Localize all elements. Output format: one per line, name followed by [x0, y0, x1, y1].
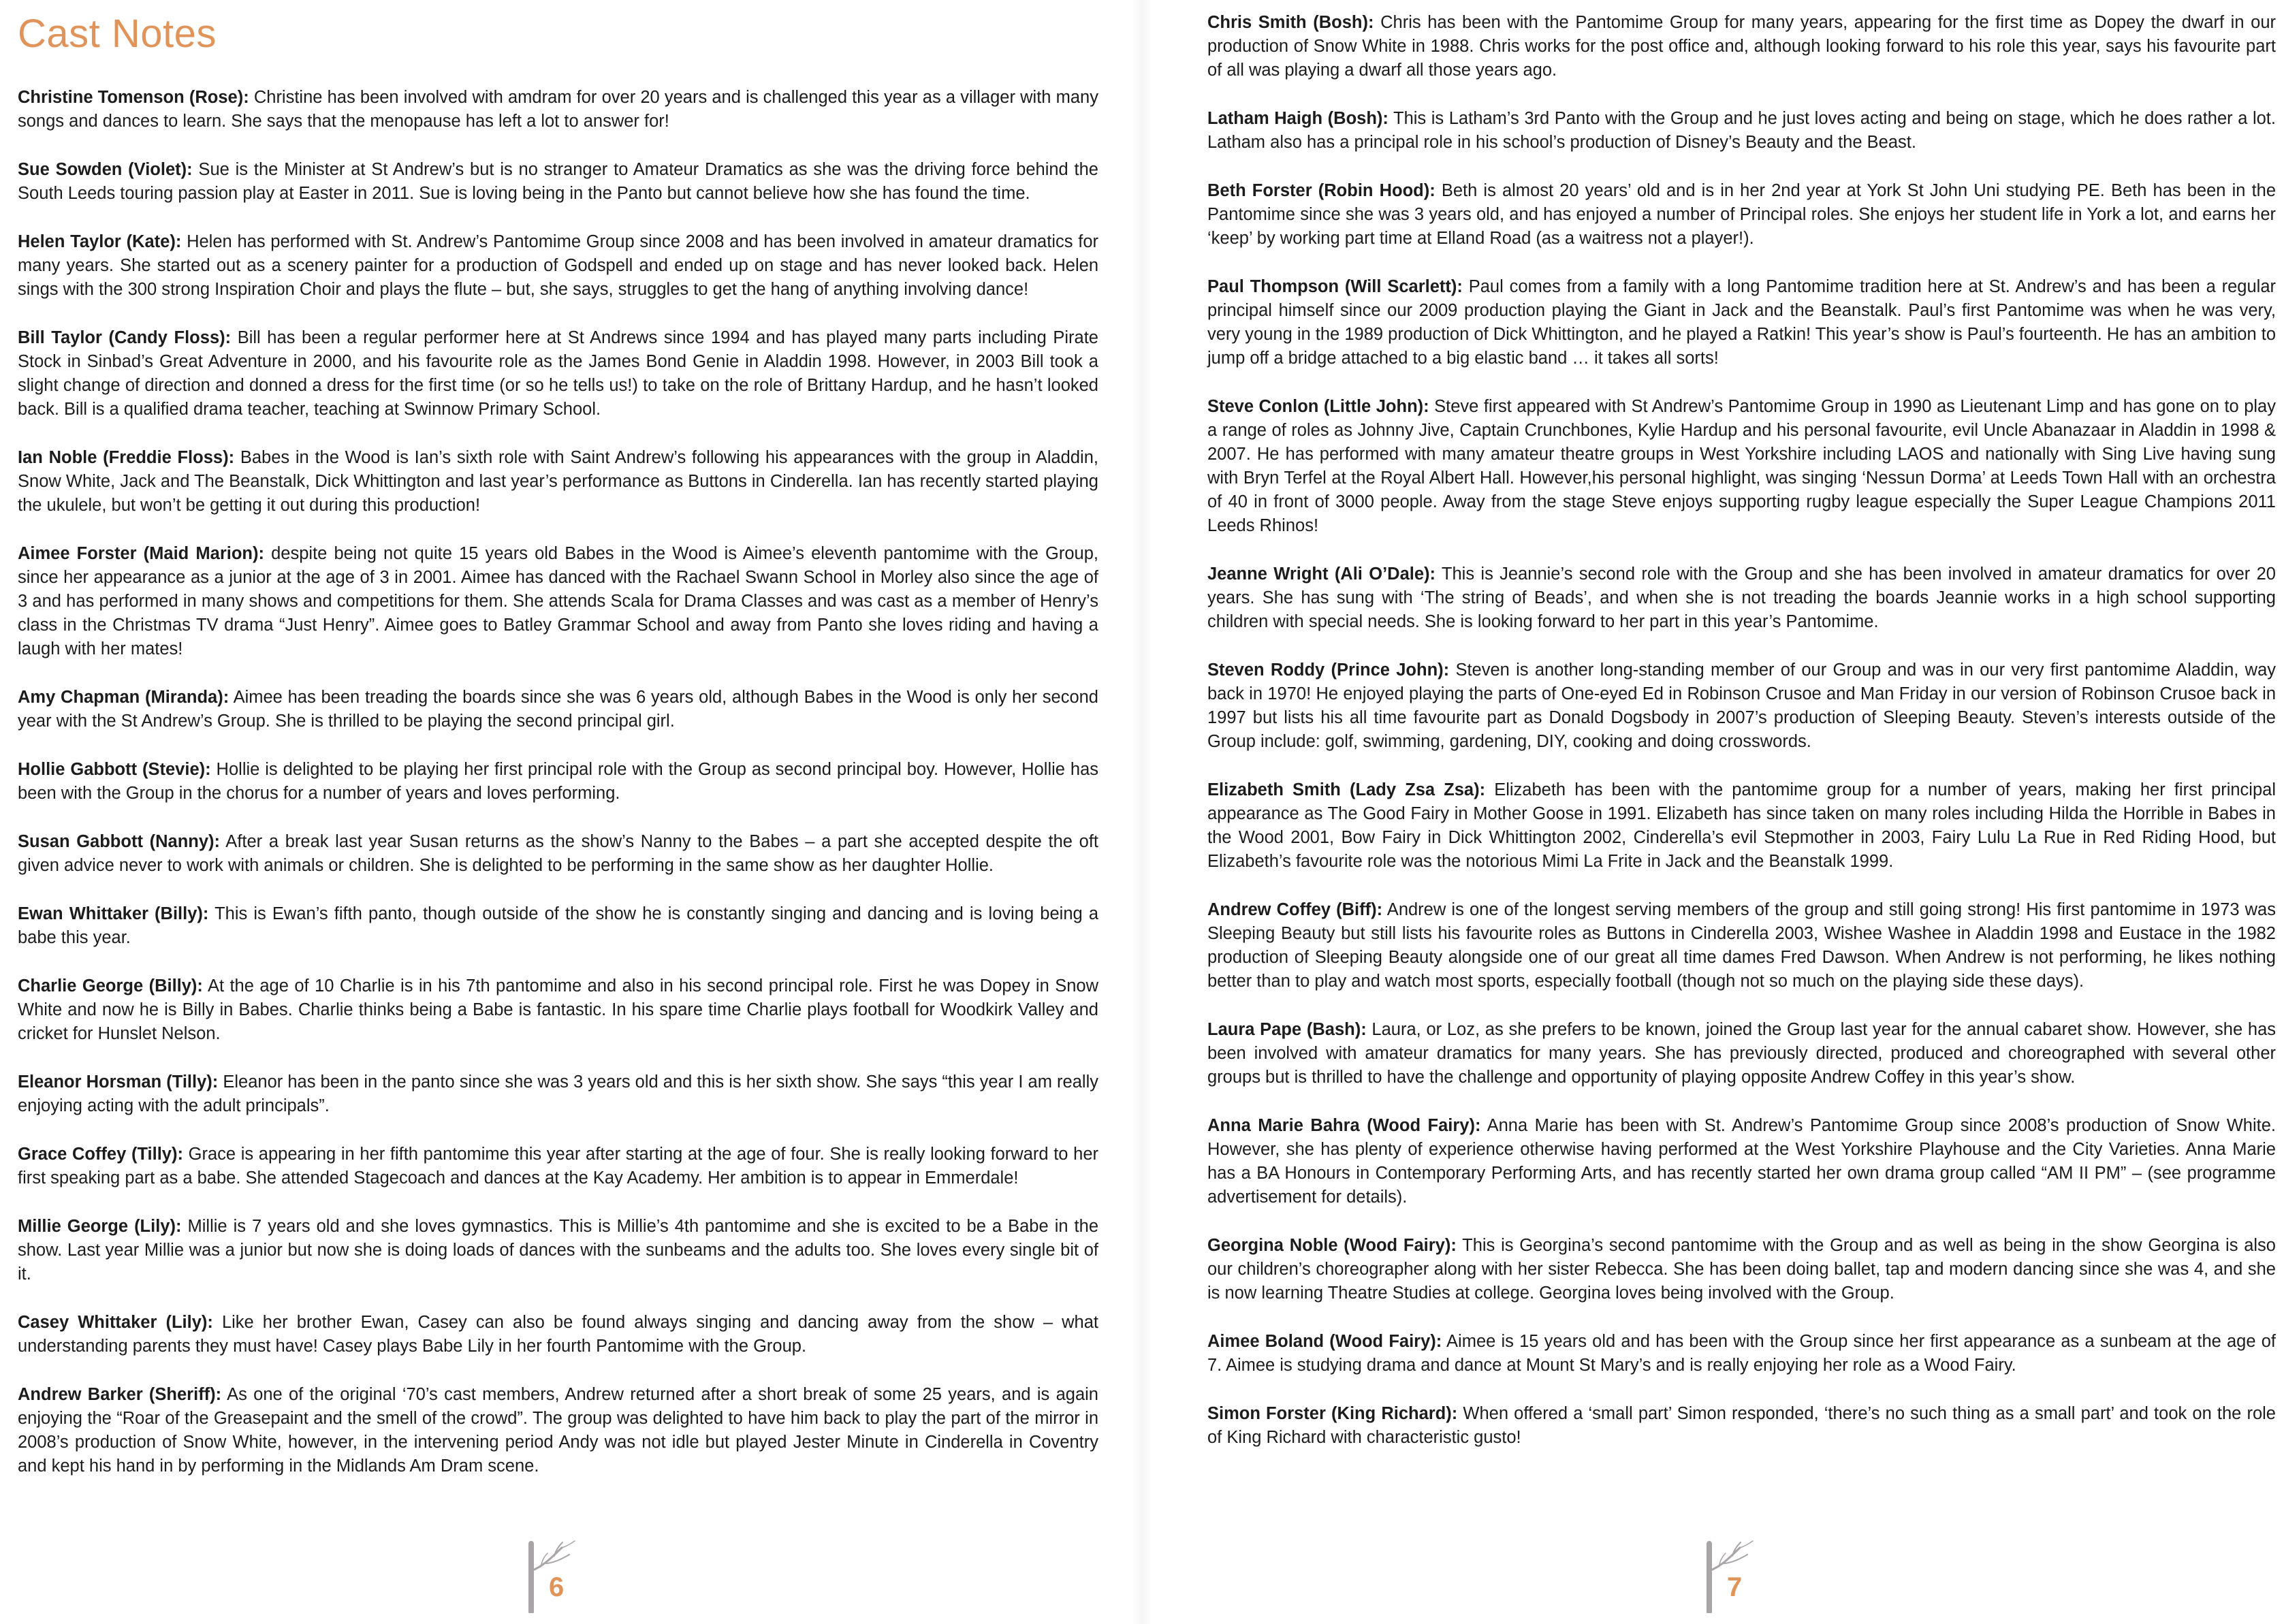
cast-member-name: Amy Chapman (Miranda):	[18, 688, 229, 707]
cast-member-name: Paul Thompson (Will Scarlett):	[1207, 277, 1463, 296]
cast-member-bio: When offered a ‘small part’ Simon responded, ‘there’s no such thing as a small part’ and took on the role of King Richard with characteristic gusto!	[1207, 1404, 2276, 1447]
cast-note	[1207, 395, 2276, 538]
cast-member-name: Andrew Coffey (Biff):	[1207, 900, 1383, 919]
cast-member-name: Casey Whittaker (Lily):	[18, 1313, 213, 1332]
cast-member-bio: Eleanor has been in the panto since she was 3 years old and this is her sixth show. She says “this year I am really enjoying acting with the adult principals”.	[18, 1072, 1098, 1115]
cast-member-name: Anna Marie Bahra (Wood Fairy):	[1207, 1116, 1481, 1135]
cast-notes-list	[18, 86, 1098, 1478]
cast-member-bio: Babes in the Wood is Ian’s sixth role with Saint Andrew’s following his appearances with the group in Aladdin, Snow White, Jack and The Beanstalk, Dick Whittington and last year’s performance as Buttons in Cinderella. Ian has recently started playing the ukulele, but won’t be getting it out during this production!	[18, 448, 1098, 515]
cast-note	[18, 1311, 1098, 1358]
cast-member-name: Ian Noble (Freddie Floss):	[18, 448, 235, 467]
cast-note	[18, 542, 1098, 661]
cast-member-bio: This is Latham’s 3rd Panto with the Group and he just loves acting and being on stage, which he does rather a lot. Latham also has a principal role in his school’s production of Disney’s Beauty and the Beast.	[1207, 109, 2276, 152]
cast-member-bio: Christine has been involved with amdram for over 20 years and is challenged this year as a villager with many songs and dances to learn. She says that the menopause has left a lot to answer for!	[18, 88, 1098, 131]
cast-member-bio: After a break last year Susan returns as the show’s Nanny to the Babes – a part she accepted despite the oft given advice never to work with animals or children. She is delighted to be performing in the same show as her daughter Hollie.	[18, 832, 1098, 875]
cast-notes-list	[1207, 11, 2276, 1450]
cast-member-name: Steven Roddy (Prince John):	[1207, 660, 1450, 680]
cast-member-bio: This is Jeannie’s second role with the Group and she has been involved in amateur dramatics for over 20 years. She has sung with ‘The string of Beads’, and when she is not treading the boards Jeannie works in a high school supporting children with special needs. She is looking forward to her part in this year’s Pantomime.	[1207, 564, 2276, 631]
cast-member-bio: Hollie is delighted to be playing her first principal role with the Group as second principal boy. However, Hollie has been with the Group in the chorus for a number of years and loves performing.	[18, 760, 1099, 803]
cast-member-name: Helen Taylor (Kate):	[18, 232, 182, 251]
cast-member-name: Laura Pape (Bash):	[1207, 1020, 1367, 1039]
cast-note	[1207, 107, 2276, 155]
cast-note	[18, 902, 1098, 950]
cast-note	[18, 326, 1098, 421]
cast-note	[1207, 778, 2276, 874]
cast-member-bio: Steven is another long-standing member of our Group and was in our very first pantomime Aladdin, way back in 1970! He enjoyed playing the parts of One-eyed Ed in Robinson Crusoe and Man Friday in our version of Robinson Crusoe back in 1997 but lists his all time favourite part as Donald Dogsbody in 2007’s production of Sleeping Beauty. Steven’s interests outside of the Group include: golf, swimming, gardening, DIY, cooking and doing crosswords.	[1207, 660, 2277, 751]
cast-member-name: Andrew Barker (Sheriff):	[18, 1385, 222, 1404]
cast-member-bio: Andrew is one of the longest serving members of the group and still going strong! His first pantomime in 1973 was Sleeping Beauty but still lists his favourite roles as Buttons in Cinderella 2003, Wishee Washee in Aladdin 1998 and Eustace in the 1982 production of Sleeping Beauty alongside one of our great all time dames Fred Dawson. When Andrew is not performing, he likes nothing better than to play and watch most sports, especially football (though not so much on the playing side these days).	[1207, 900, 2276, 991]
cast-note	[1207, 562, 2276, 634]
cast-member-name: Millie George (Lily):	[18, 1217, 182, 1236]
cast-member-bio: Aimee has been treading the boards since she was 6 years old, although Babes in the Wood is only her second year with the St Andrew’s Group. She is thrilled to be playing the second principal girl.	[18, 688, 1098, 731]
cast-member-name: Elizabeth Smith (Lady Zsa Zsa):	[1207, 780, 1486, 799]
cast-member-bio: Steve first appeared with St Andrew’s Pantomime Group in 1990 as Lieutenant Limp and has gone on to play a range of roles as Johnny Jive, Captain Crunchbones, Kylie Hardup and his personal favourite, evil Uncle Abanazaar in Aladdin in 1998 & 2007. He has performed with many amateur theatre groups in West Yorkshire including LAOS and nationally with Sing Live having sung with Bryn Terfel at the Royal Albert Hall. However,his personal highlight, was singing ‘Nessun Dorma’ at Leeds Town Hall with an orchestra of 40 in front of 3000 people. Away from the stage Steve enjoys supporting rugby league especially the Super League Champions 2011 Leeds Rhinos!	[1207, 397, 2276, 535]
cast-note	[18, 158, 1098, 206]
cast-note	[1207, 1234, 2276, 1305]
cast-member-bio: This is Georgina’s second pantomime with the Group and as well as being in the show Georgina is also our children’s choreographer along with her sister Rebecca. She has been doing ballet, tap and modern dancing since she was 4, and she is now learning Theatre Studies at college. Georgina loves being involved with the Group.	[1207, 1236, 2276, 1303]
cast-note	[18, 230, 1098, 302]
cast-note	[1207, 1114, 2276, 1209]
cast-member-name: Steve Conlon (Little John):	[1207, 397, 1429, 416]
cast-member-bio: As one of the original ‘70’s cast members, Andrew returned after a short break of some 25 years, and is again enjoying the “Roar of the Greasepaint and the smell of the crowd”. The group was delighted to have him back to play the part of the mirror in 2008’s production of Snow White, however, in the intervening period Andy was not idle but played Jester Minute in Cinderella in Coventry and kept his hand in by performing in the Midlands Am Dram scene.	[18, 1385, 1098, 1476]
cast-member-bio: Elizabeth has been with the pantomime group for a number of years, making her first principal appearance as The Good Fairy in Mother Goose in 1991. Elizabeth has since taken on many roles including Hilda the Horrible in Babes in the Wood 2001, Bow Fairy in Dick Whittington 2002, Cinderella’s evil Stepmother in 2003, Fairy Lulu La Rue in Red Riding Hood, but Elizabeth’s favourite role was the notorious Mimi La Frite in Jack and the Beanstalk 1999.	[1207, 780, 2276, 871]
cast-member-bio: This is Ewan’s fifth panto, though outside of the show he is constantly singing and dancing and is loving being a babe this year.	[18, 904, 1099, 947]
cast-note	[1207, 179, 2276, 251]
cast-member-name: Beth Forster (Robin Hood):	[1207, 181, 1436, 200]
cast-member-bio: Laura, or Loz, as she prefers to be known, joined the Group last year for the annual cabaret show. However, she has been involved with amateur dramatics for many years. She has previously directed, produced and choreographed with several other groups but is thrilled to have the challenge and opportunity of playing opposite Andrew Coffey in this year’s show.	[1207, 1020, 2277, 1087]
cast-member-name: Ewan Whittaker (Billy):	[18, 904, 209, 923]
cast-member-bio: Like her brother Ewan, Casey can also be found always singing and dancing away from the show – what understanding parents they must have! Casey plays Babe Lily in her fourth Pantomime with the Group.	[18, 1313, 1098, 1356]
cast-note	[18, 686, 1098, 733]
page-number: 6	[549, 1572, 565, 1602]
cast-member-name: Latham Haigh (Bosh):	[1207, 109, 1389, 128]
cast-member-name: Chris Smith (Bosh):	[1207, 13, 1374, 32]
cast-member-bio: Anna Marie has been with St. Andrew’s Pantomime Group since 2008’s production of Snow White. However, she has plenty of experience otherwise having performed at the West Yorkshire Playhouse and the City Varieties. Anna Marie has a BA Honours in Contemporary Performing Arts, and has recently started her own drama group called “AM II PM” – (see programme advertisement for details).	[1207, 1116, 2276, 1207]
cast-note	[1207, 275, 2276, 370]
cast-member-bio: Beth is almost 20 years’ old and is in her 2nd year at York St John Uni studying PE. Beth has been in the Pantomime since she was 3 years old, and has enjoyed a number of Principal roles. She enjoys her student life in York a lot, and earns her ‘keep’ by working part time at Elland Road (as a waitress not a player!).	[1207, 181, 2277, 248]
cast-member-name: Aimee Boland (Wood Fairy):	[1207, 1332, 1442, 1351]
cast-member-name: Susan Gabbott (Nanny):	[18, 832, 221, 851]
cast-member-bio: Paul comes from a family with a long Pantomime tradition here at St. Andrew’s and has been a regular principal himself since our 2009 production playing the Giant in Jack and the Beanstalk. Paul’s first Pantomime was when he was very, very young in the 1989 production of Dick Whittington, and he played a Ratkin! This year’s show is Paul’s fourteenth. He has an ambition to jump off a bridge attached to a big elastic band … it takes all sorts!	[1207, 277, 2276, 368]
cast-member-bio: despite being not quite 15 years old Babes in the Wood is Aimee’s eleventh pantomime with the Group, since her appearance as a junior at the age of 3 in 2001. Aimee has danced with the Rachael Swann School in Morley also since the age of 3 and has performed in many shows and competitions for them. She attends Scala for Drama Classes and was cast as a member of Henry’s class in the Christmas TV drama “Just Henry”. Aimee goes to Batley Grammar School and away from Panto she loves riding and having a laugh with her mates!	[18, 544, 1099, 658]
page-footer	[524, 1538, 620, 1613]
right-page	[1142, 0, 2284, 1624]
cast-member-name: Sue Sowden (Violet):	[18, 160, 193, 179]
cast-member-name: Aimee Forster (Maid Marion):	[18, 544, 264, 563]
cast-note	[18, 1383, 1098, 1478]
cast-member-name: Georgina Noble (Wood Fairy):	[1207, 1236, 1457, 1255]
cast-member-name: Jeanne Wright (Ali O’Dale):	[1207, 564, 1436, 584]
cast-note	[1207, 1018, 2276, 1089]
cast-member-bio: Grace is appearing in her fifth pantomime this year after starting at the age of four. She is really looking forward to her first speaking part as a babe. She attended Stagecoach and dances at the Kay Academy. Her ambition is to appear in Emmerdale!	[18, 1145, 1098, 1188]
cast-member-bio: Sue is the Minister at St Andrew’s but is no stranger to Amateur Dramatics as she was the driving force behind the South Leeds touring passion play at Easter in 2011. Sue is loving being in the Panto but cannot believe how she has found the time.	[18, 160, 1098, 203]
cast-member-bio: Aimee is 15 years old and has been with the Group since her first appearance as a sunbeam at the age of 7. Aimee is studying drama and dance at Mount St Mary’s and is really enjoying her role as a Wood Fairy.	[1207, 1332, 2276, 1375]
page-title: Cast Notes	[18, 12, 217, 56]
cast-note	[1207, 898, 2276, 993]
cast-member-name: Christine Tomenson (Rose):	[18, 88, 249, 107]
cast-note	[18, 830, 1098, 878]
cast-note	[1207, 658, 2276, 754]
cast-member-name: Grace Coffey (Tilly):	[18, 1145, 183, 1164]
cast-member-bio: At the age of 10 Charlie is in his 7th pantomime and also in his second principal role. First he was Dopey in Snow White and now he is Billy in Babes. Charlie thinks being a Babe is fantastic. In his spare time Charlie plays football for Woodkirk Valley and cricket for Hunslet Nelson.	[18, 976, 1098, 1043]
cast-member-bio: Chris has been with the Pantomime Group for many years, appearing for the first time as Dopey the dwarf in our production of Snow White in 1988. Chris works for the post office and, although looking forward to his role this year, says his favourite part of all was playing a dwarf all those years ago.	[1207, 13, 2276, 80]
cast-member-bio: Millie is 7 years old and she loves gymnastics. This is Millie’s 4th pantomime and she is excited to be a Babe in the show. Last year Millie was a junior but now she is doing loads of dances with the sunbeams and the adults too. She loves every single bit of it.	[18, 1217, 1098, 1284]
cast-member-name: Bill Taylor (Candy Floss):	[18, 328, 232, 347]
page-footer	[1702, 1538, 1798, 1613]
cast-note	[18, 1070, 1098, 1118]
cast-note	[18, 446, 1098, 518]
cast-note	[1207, 11, 2276, 82]
page-number: 7	[1727, 1572, 1743, 1602]
cast-member-name: Hollie Gabbott (Stevie):	[18, 760, 211, 779]
cast-member-bio: Helen has performed with St. Andrew’s Pantomime Group since 2008 and has been involved in amateur dramatics for many years. She started out as a scenery painter for a production of Godspell and ended up on stage and has never looked back. Helen sings with the 300 strong Inspiration Choir and plays the flute – but, she says, struggles to get the hang of anything involving dance!	[18, 232, 1098, 299]
cast-note	[1207, 1402, 2276, 1450]
cast-member-bio: Bill has been a regular performer here at St Andrews since 1994 and has played many parts including Pirate Stock in Sinbad’s Great Adventure in 2000, and his favourite role as the James Bond Genie in Aladdin 1998. However, in 2003 Bill took a slight change of direction and donned a dress for the first time (or so he tells us!) to take on the role of Brittany Hardup, and he hasn’t looked back. Bill is a qualified drama teacher, teaching at Swinnow Primary School.	[18, 328, 1098, 419]
cast-member-name: Simon Forster (King Richard):	[1207, 1404, 1458, 1423]
cast-note	[18, 974, 1098, 1046]
cast-note	[1207, 1330, 2276, 1378]
cast-note	[18, 86, 1098, 133]
cast-note	[18, 1143, 1098, 1190]
cast-member-name: Eleanor Horsman (Tilly):	[18, 1072, 219, 1092]
cast-note	[18, 758, 1098, 806]
cast-note	[18, 1215, 1098, 1286]
cast-member-name: Charlie George (Billy):	[18, 976, 203, 996]
